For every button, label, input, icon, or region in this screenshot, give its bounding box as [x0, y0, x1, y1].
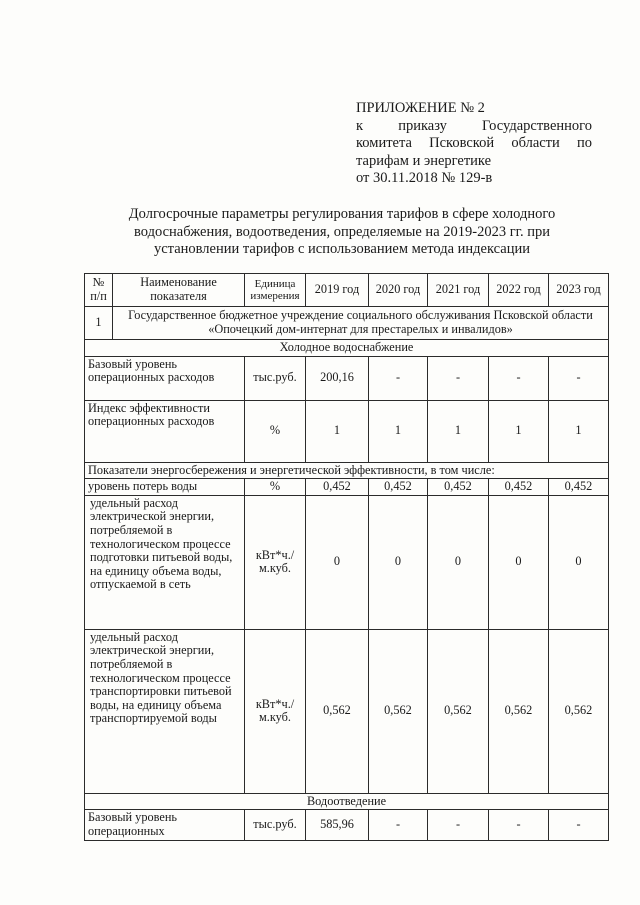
document-title: Долгосрочные параметры регулирования тарифов в сфере холодного водоснабжения, водоотведения, определяемые на 2019-2023 гг. при установлении тарифов с использованием метода индексации — [128, 206, 556, 257]
row-name: Индекс эффективности операционных расходов — [85, 400, 245, 462]
row-value: - — [428, 356, 489, 400]
header-unit: Единица измерения — [245, 274, 306, 307]
row-value: 0 — [549, 495, 609, 629]
row-value: 1 — [369, 400, 428, 462]
row-value: 1 — [489, 400, 549, 462]
row-unit: % — [245, 400, 306, 462]
table-row — [85, 629, 609, 793]
row-value: 0,562 — [549, 629, 609, 793]
row-value: 0 — [428, 495, 489, 629]
row-value: 0 — [369, 495, 428, 629]
row-value: 1 — [549, 400, 609, 462]
appendix-title: ПРИЛОЖЕНИЕ № 2 — [356, 100, 485, 116]
row-value: 0,452 — [549, 479, 609, 496]
org-name: Государственное бюджетное учреждение социального обслуживания Псковской области «Опочецкий дом-интернат для престарелых и инвалидов» — [113, 307, 609, 340]
row-unit: тыс.руб. — [245, 356, 306, 400]
row-unit: % — [245, 479, 306, 496]
row-value: 0 — [306, 495, 369, 629]
section-title: Водоотведение — [85, 793, 609, 810]
energy-header: Показатели энергосбережения и энергетической эффективности, в том числе: — [85, 462, 609, 479]
row-name: удельный расход электрической энергии, потребляемой в технологическом процессе подготовки питьевой воды, на единицу объема воды, отпускаемой в сеть — [85, 495, 245, 629]
row-value: 0,562 — [369, 629, 428, 793]
row-value: - — [489, 810, 549, 840]
header-year: 2021 год — [428, 274, 489, 307]
row-value: - — [369, 810, 428, 840]
header-name: Наименование показателя — [113, 274, 245, 307]
appendix-line-2: к приказу Государственного — [356, 117, 592, 134]
table-row — [85, 356, 609, 400]
org-num: 1 — [85, 307, 113, 340]
table-row — [85, 479, 609, 496]
table-row-org — [85, 307, 609, 340]
appendix-block — [356, 100, 592, 188]
section-wastewater — [85, 793, 609, 810]
appendix-line-3: комитета Псковской области по — [356, 135, 592, 151]
header-year: 2020 год — [369, 274, 428, 307]
row-unit: кВт*ч./м.куб. — [245, 629, 306, 793]
row-value: 0,562 — [489, 629, 549, 793]
row-value: 200,16 — [306, 356, 369, 400]
section-title: Холодное водоснабжение — [85, 340, 609, 357]
row-value: 0,562 — [428, 629, 489, 793]
row-value: 0,452 — [306, 479, 369, 496]
row-value: - — [549, 356, 609, 400]
table-header-row — [85, 274, 609, 307]
row-value: 0,452 — [369, 479, 428, 496]
appendix-line-5: от 30.11.2018 № 129-в — [356, 170, 493, 186]
row-value: 0,452 — [489, 479, 549, 496]
table-row — [85, 495, 609, 629]
row-name: уровень потерь воды — [85, 479, 245, 496]
row-value: 0,562 — [306, 629, 369, 793]
row-value: 1 — [306, 400, 369, 462]
row-name: Базовый уровень операционных расходов — [85, 356, 245, 400]
row-value: 585,96 — [306, 810, 369, 840]
row-value: 1 — [428, 400, 489, 462]
row-value: 0,452 — [428, 479, 489, 496]
energy-header-row — [85, 462, 609, 479]
header-year: 2022 год — [489, 274, 549, 307]
row-unit: тыс.руб. — [245, 810, 306, 840]
row-value: - — [369, 356, 428, 400]
parameters-table — [84, 273, 609, 841]
row-value: - — [549, 810, 609, 840]
row-name: Базовый уровень операционных — [85, 810, 245, 840]
table-row — [85, 400, 609, 462]
row-value: - — [428, 810, 489, 840]
row-name: удельный расход электрической энергии, потребляемой в технологическом процессе транспортировки питьевой воды, на единицу объема транспортируемой воды — [85, 629, 245, 793]
row-unit: кВт*ч./м.куб. — [245, 495, 306, 629]
header-year: 2019 год — [306, 274, 369, 307]
section-cold-water — [85, 340, 609, 357]
row-value: - — [489, 356, 549, 400]
row-value: 0 — [489, 495, 549, 629]
table-row — [85, 810, 609, 840]
appendix-line-4: тарифам и энергетике — [356, 152, 492, 169]
header-num: № п/п — [85, 274, 113, 307]
header-year: 2023 год — [549, 274, 609, 307]
